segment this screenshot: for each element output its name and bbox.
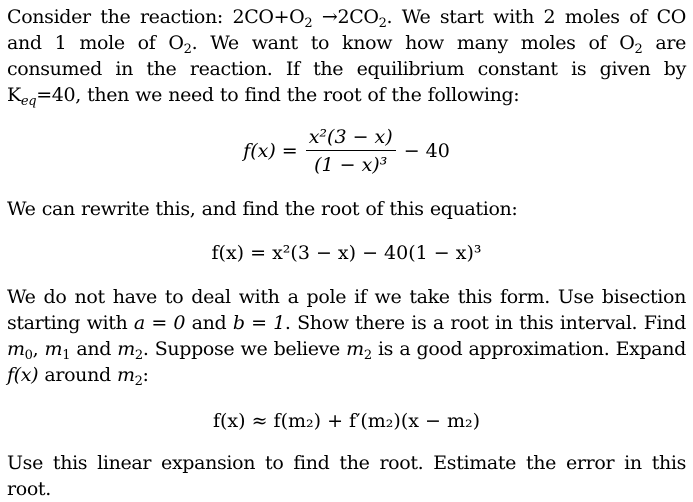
eq1-lhs: f(x) =: [243, 140, 298, 162]
paragraph-intro: [7, 4, 686, 108]
fx-symbol: f(x): [7, 364, 39, 386]
intro-line2: with 2 moles of CO and 1 mole of $O_2$. We want to know how many moles: [7, 6, 686, 57]
intro-line4: by $K_{eq}=40$, then we need to find the root of the following:: [7, 58, 686, 109]
equation-linear-expansion: [7, 404, 686, 438]
m0-subscript: 0: [24, 348, 33, 363]
paragraph-rewrite: [7, 196, 686, 222]
bisection-text-2: . Show there is a root in this interval. Find: [284, 312, 686, 334]
eq1-denominator: (1 − x)³: [314, 154, 388, 176]
document-body: [7, 4, 686, 502]
intro-line1: Consider the reaction: $2CO+O_2 \to 2CO_2$. We start: [7, 6, 484, 31]
equation-fraction: [7, 114, 686, 188]
bisection-comma: ,: [32, 338, 45, 360]
m2-symbol-3: m: [116, 364, 135, 386]
m2-subscript-3: 2: [134, 374, 143, 389]
eq1-rhs: − 40: [403, 140, 450, 162]
paragraph-conclusion: [7, 450, 686, 502]
b-value: b = 1: [232, 312, 285, 334]
m0-symbol: m: [7, 338, 25, 360]
bisection-text-3: . Suppose we believe: [142, 338, 347, 360]
conclusion-text: Use this linear expansion to find the root. Estimate the error in this root.: [7, 452, 686, 500]
m2-symbol-2: m: [346, 338, 364, 360]
m1-symbol: m: [44, 338, 63, 360]
bisection-text-5: around: [38, 364, 117, 386]
paragraph-bisection: [7, 284, 686, 388]
m2-subscript: 2: [134, 348, 143, 363]
bisection-text-1: We do not have to deal with a pole if we take this form. Use bisection starting with: [7, 286, 686, 334]
intro-line3: of $O_2$ are consumed in the reaction. If the equilibrium constant is given: [7, 32, 687, 80]
eq2-text: f(x) = x²(3 − x) − 40(1 − x)³: [211, 242, 482, 264]
bisection-text-6: :: [142, 364, 149, 386]
a-value: a = 0: [133, 312, 186, 334]
bisection-and-2: and: [70, 338, 118, 360]
bisection-text-4: is a good approximation. Expand: [371, 338, 686, 360]
eq1-fraction: [306, 126, 396, 176]
equation-polynomial: [7, 236, 686, 270]
m2-symbol: m: [117, 338, 135, 360]
rewrite-text: We can rewrite this, and find the root of this equation:: [7, 198, 518, 220]
eq1-numerator: x²(3 − x): [308, 126, 393, 148]
m2-subscript-2: 2: [363, 348, 372, 363]
eq3-text: f(x) ≈ f(m₂) + f′(m₂)(x − m₂): [212, 410, 481, 432]
bisection-and: and: [185, 312, 233, 334]
m1-subscript: 1: [62, 348, 71, 363]
